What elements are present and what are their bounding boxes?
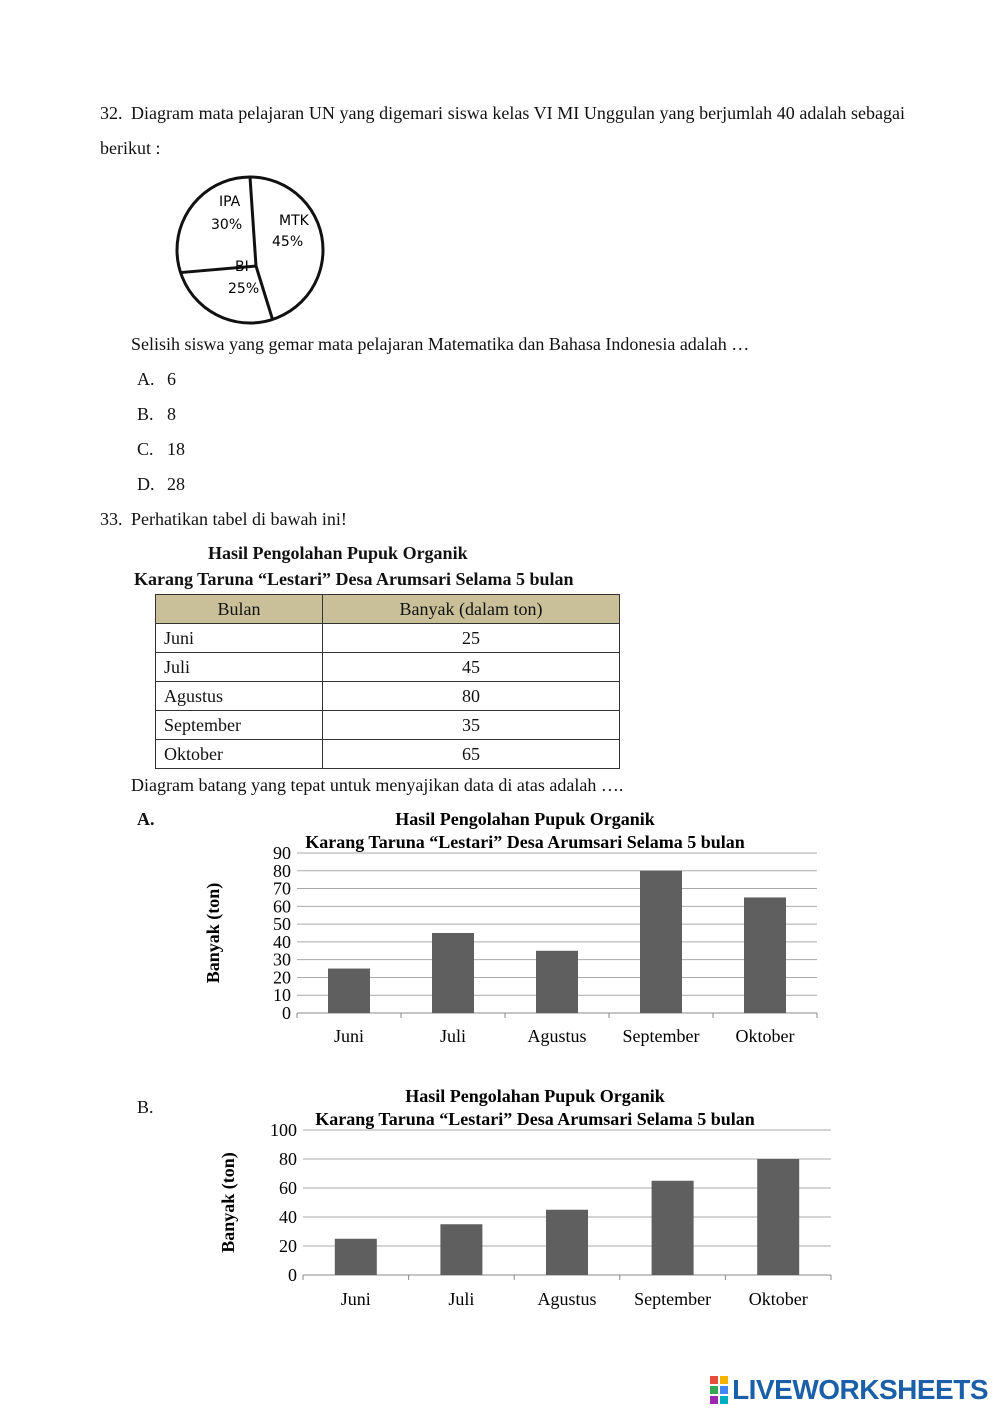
y-axis-label: Banyak (ton) xyxy=(218,1152,238,1253)
pie-slice-divider-mtk xyxy=(250,177,256,266)
bar-chart-b xyxy=(205,1084,855,1314)
option-letter: C. xyxy=(137,439,154,459)
y-tick-label: 60 xyxy=(279,1178,297,1198)
y-tick-label: 40 xyxy=(273,931,291,952)
x-category-label: Oktober xyxy=(748,1289,808,1309)
x-category-label: Agustus xyxy=(527,1026,587,1046)
data-table xyxy=(155,594,620,769)
y-axis-label: Banyak (ton) xyxy=(203,882,223,984)
y-tick-label: 10 xyxy=(273,985,291,1006)
q32-number: 32. xyxy=(100,103,123,123)
y-tick-label: 30 xyxy=(273,949,291,970)
q32-text: Diagram mata pelajaran UN yang digemari siswa kelas VI MI Unggulan yang berjumlah 40 adalah sebagai berikut : xyxy=(100,103,905,158)
x-category-label: Juni xyxy=(333,1026,365,1046)
option-text: 6 xyxy=(167,369,176,389)
y-tick-label: 100 xyxy=(270,1120,297,1140)
table-cell: 80 xyxy=(323,682,620,711)
y-tick-label: 20 xyxy=(273,967,291,988)
chart-title: Hasil Pengolahan Pupuk Organik xyxy=(405,1086,665,1106)
q32-option-b[interactable] xyxy=(137,404,176,425)
table-header-row xyxy=(156,595,620,624)
q33-question: Diagram batang yang tepat untuk menyajikan data di atas adalah …. xyxy=(131,775,624,795)
q33-intro: Perhatikan tabel di bawah ini! xyxy=(131,509,347,529)
q33-option-b[interactable]: B. xyxy=(137,1097,154,1117)
y-tick-label: 60 xyxy=(273,896,291,917)
x-category-label: Juli xyxy=(439,1026,467,1046)
table-title-2: Karang Taruna “Lestari” Desa Arumsari Selama 5 bulan xyxy=(134,569,574,589)
q32-option-c[interactable] xyxy=(137,439,185,460)
chart-title: Hasil Pengolahan Pupuk Organik xyxy=(395,809,655,829)
bar-agustus xyxy=(546,1210,588,1275)
x-category-label: Juni xyxy=(340,1289,371,1309)
table-cell: Juni xyxy=(156,624,323,653)
y-tick-label: 70 xyxy=(273,878,291,899)
y-tick-label: 90 xyxy=(273,843,291,863)
table-cell: Oktober xyxy=(156,740,323,769)
pie-label-mtk-name: MTK xyxy=(279,213,309,229)
bar-juli xyxy=(440,1224,482,1275)
option-text: 28 xyxy=(167,474,185,494)
pie-label-mtk-value: 45% xyxy=(272,234,304,250)
y-tick-label: 50 xyxy=(273,914,291,935)
q33-option-a[interactable]: A. xyxy=(137,809,155,829)
q33-number: 33. xyxy=(100,509,123,529)
q32-option-a[interactable] xyxy=(137,369,176,390)
bar-september xyxy=(652,1181,694,1275)
q32-question: Selisih siswa yang gemar mata pelajaran Matematika dan Bahasa Indonesia adalah … xyxy=(131,334,750,354)
pie-label-ipa-value: 30% xyxy=(211,217,243,233)
pie-label-ipa-name: IPA xyxy=(219,194,241,210)
x-category-label: Juli xyxy=(448,1289,475,1309)
table-header-banyak: Banyak (dalam ton) xyxy=(323,595,620,624)
table-cell: 25 xyxy=(323,624,620,653)
x-category-label: September xyxy=(634,1289,712,1309)
table-row xyxy=(156,740,620,769)
chart-subtitle: Karang Taruna “Lestari” Desa Arumsari Selama 5 bulan xyxy=(305,832,745,852)
bar-oktober xyxy=(744,897,786,1013)
option-letter: A. xyxy=(137,369,155,389)
table-header-bulan: Bulan xyxy=(156,595,323,624)
x-category-label: Agustus xyxy=(537,1289,597,1309)
table-cell: 45 xyxy=(323,653,620,682)
bar-september xyxy=(640,871,682,1013)
bar-oktober xyxy=(757,1159,799,1275)
logo-text: LIVEWORKSHEETS xyxy=(732,1374,988,1405)
y-tick-label: 20 xyxy=(279,1236,297,1256)
liveworksheets-logo xyxy=(710,1374,988,1406)
q32-option-d[interactable] xyxy=(137,474,185,495)
y-tick-label: 80 xyxy=(279,1149,297,1169)
option-letter: B. xyxy=(137,404,154,424)
chart-subtitle: Karang Taruna “Lestari” Desa Arumsari Selama 5 bulan xyxy=(315,1109,755,1129)
bar-juni xyxy=(328,969,370,1013)
logo-grid-icon xyxy=(710,1376,728,1404)
option-text: 8 xyxy=(167,404,176,424)
table-row xyxy=(156,711,620,740)
y-tick-label: 40 xyxy=(279,1207,297,1227)
table-cell: 35 xyxy=(323,711,620,740)
table-cell: 65 xyxy=(323,740,620,769)
q32-stem xyxy=(100,96,905,166)
table-cell: Agustus xyxy=(156,682,323,711)
q33-stem xyxy=(100,509,347,530)
table-row xyxy=(156,682,620,711)
pie-label-bi-name: BI xyxy=(235,259,249,275)
y-tick-label: 0 xyxy=(282,1003,291,1023)
bar-juni xyxy=(335,1239,377,1275)
table-cell: September xyxy=(156,711,323,740)
x-category-label: Oktober xyxy=(735,1026,795,1046)
y-tick-label: 0 xyxy=(288,1265,297,1285)
bar-chart-a xyxy=(190,805,840,1050)
option-letter: D. xyxy=(137,474,155,494)
option-text: 18 xyxy=(167,439,185,459)
pie-label-bi-value: 25% xyxy=(228,281,260,297)
bar-agustus xyxy=(536,951,578,1013)
table-row xyxy=(156,624,620,653)
bar-juli xyxy=(432,933,474,1013)
table-title-1: Hasil Pengolahan Pupuk Organik xyxy=(208,543,468,563)
table-row xyxy=(156,653,620,682)
pie-chart xyxy=(130,160,400,330)
x-category-label: September xyxy=(622,1026,700,1046)
y-tick-label: 80 xyxy=(273,860,291,881)
table-cell: Juli xyxy=(156,653,323,682)
